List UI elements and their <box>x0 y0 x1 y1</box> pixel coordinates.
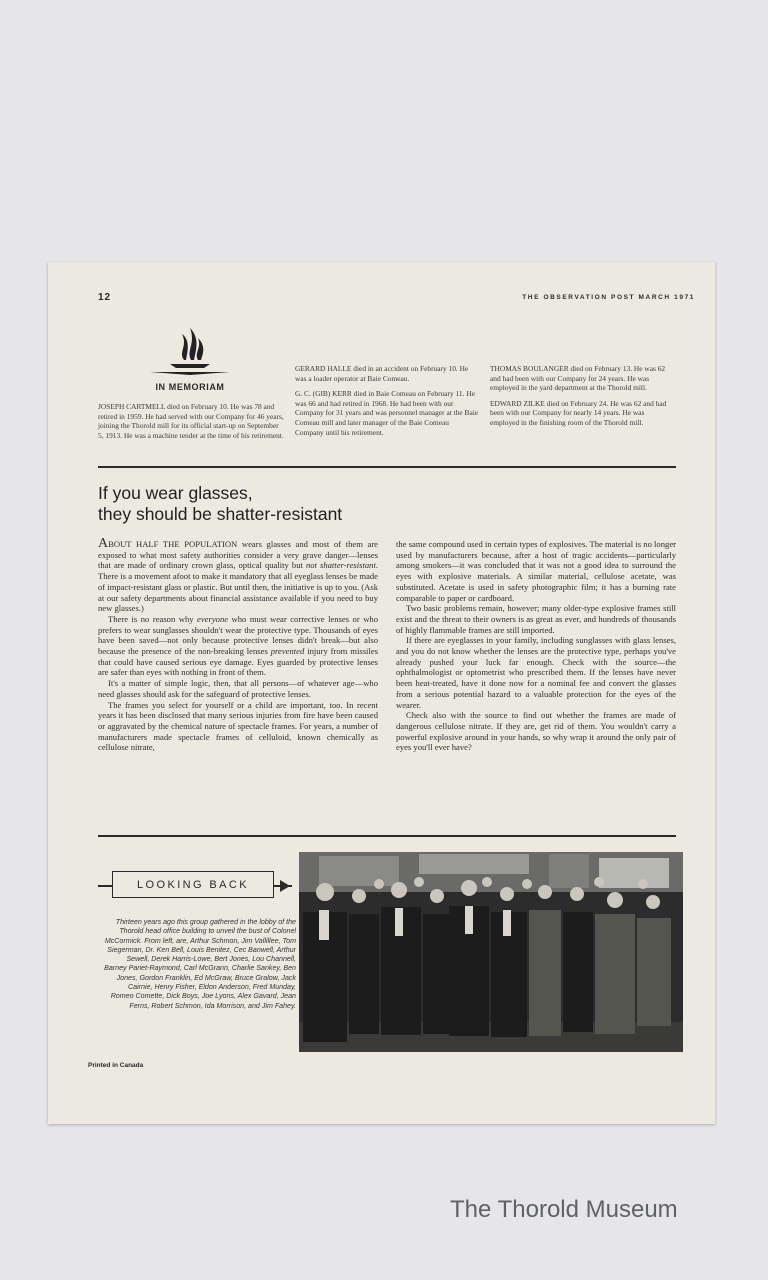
section-divider <box>98 835 676 837</box>
memoriam-title: IN MEMORIAM <box>155 382 225 392</box>
article-title-line: they should be shatter-resistant <box>98 504 343 524</box>
museum-watermark: The Thorold Museum <box>450 1196 678 1223</box>
memoriam-column-3 <box>490 364 674 434</box>
masthead: THE OBSERVATION POST MARCH 1971 <box>522 294 695 301</box>
article-paragraph: The frames you select for yourself or a child are important, too. In recent years it has been disclosed that many serious injuries from fire have been caused or aggravated by the chemical nature of spectacle frames. For years, a number of manufacturers made spectacle frames of celluloid, known chemically as cellulose nitrate, <box>98 699 378 753</box>
article-paragraph: Check also with the source to find out whether the frames are made of dangerous cellulose nitrate. If they are, get rid of them. You wouldn't carry a powerful explosive around in your hands, so why wrap it around the only pair of eyes you'll ever have? <box>396 710 676 753</box>
memoriam-entry: G. C. (GIB) KERR died in Baie Comeau on February 11. He was 66 and had retired in 1968. He had been with our Company for 31 years and was personnel manager at the Baie Comeau mill and later manager of the Baie Comeau Company until his retirement. <box>295 389 479 437</box>
memoriam-entry: THOMAS BOULANGER died on February 13. He was 62 and had been with our Company for 24 years. He was employed in the yard department at the Thorold mill. <box>490 364 666 393</box>
photo-caption: Thirteen years ago this group gathered in the lobby of the Thorold head office building to unveil the bust of Colonel McCormick. From left, are, Arthur Schmon, Jim Vallillee, Tom Siegerman, Dr. Ken Bell, Louis Benitez, Cec Banwell, Arthur Sewell, Derek Harris-Lowe, Bert Jones, Lou Channell, Barney Pariet-Raymond, Carl McGrann, Charlie Sankey, Ben Jones, Gordon Franklin, Ed McGraw, Bruce Gralow, Jack Cairnie, Henry Fisher, Eldon Anderson, Fred Munday, Romeo Comette, Dick Boys, Joe Lyons, Alex Gavard, Jean Ferns, Robert Schmon, Ida Morrison, and Jim Fahey. <box>104 918 296 1010</box>
article-title <box>98 483 618 525</box>
drop-cap: A <box>98 536 109 551</box>
article-paragraph: Two basic problems remain, however; many older-type explosive frames still exist and the threat to their owners is as great as ever, and hundreds of thousands of highly flammable frames are still imported. <box>396 603 676 635</box>
looking-back-label: LOOKING BACK <box>112 871 274 898</box>
article-paragraph: ABOUT HALF THE POPULATION wears glasses and most of them are exposed to what most safety authorities consider a very grave danger—lenses that are made of ordinary crown glass, optical quality but not shatter-resistant. There is a movement afoot to make it mandatory that all eyeglass lenses be made of impact-resistant glass or plastic. But until then, the initiative is up to you. (Ask at our safety departments about financial assistance available if you need to buy new glasses.) <box>98 536 378 614</box>
article-column-2 <box>396 539 676 753</box>
article-paragraph: If there are eyeglasses in your family, including sunglasses with glass lenses, and you do not know whether the lenses are the protective type, perhaps you've already pushed your luck far enough. Check with the source—the ophthalmologist or optometrist who prescribed them. If the lenses have never been heat-treated, have it done now for a nominal fee and convert the glasses from a serious potential hazard to a valuable protection for the eyes of the wearer. <box>396 635 676 710</box>
memoriam-entry: JOSEPH CARTMELL died on February 10. He was 78 and retired in 1959. He had served with our Company for 46 years, joining the Thorold mill for its official start-up on September 5, 1913. He was a machine tender at the time of his retirement. <box>98 402 284 440</box>
magazine-page <box>48 262 715 1124</box>
article-paragraph: There is no reason why everyone who must wear corrective lenses or who prefers to wear sunglasses shouldn't wear the protective type. Thousands of eyes have been saved—not only because protective lenses didn't break—but also because the presence of the non-breaking lenses prevented injury from missiles that could have caused serious eye damage. Eyes guarded by protective lenses are safer than eyes with nothing in front of them. <box>98 613 379 678</box>
article-paragraph: the same compound used in certain types of explosives. The material is no longer used by manufacturers because, after a host of tragic accidents—particularly among smokers—it was concluded that it was not a good idea to surround the eyes with explosive materials. A similar material, cellulose acetate, was substituted. Acetate is used in safety photographic film; it has a burning rate comparable to paper or cardboard. <box>396 539 676 603</box>
memoriam-column-2 <box>295 364 479 443</box>
article-title-line: If you wear glasses, <box>98 483 253 503</box>
memoriam-entry: EDWARD ZILKE died on February 24. He was 62 and had been with our Company for nearly 14 years. He was employed in the finishing room of the Thorold mill. <box>490 398 667 427</box>
printed-in-canada: Printed in Canada <box>88 1062 144 1069</box>
memoriam-column-1 <box>98 402 284 446</box>
memoriam-entry: GERARD HALLE died in an accident on February 10. He was a loader operator at Baie Comeau. <box>295 364 469 383</box>
lead-in: BOUT HALF THE POPULATION <box>108 539 238 549</box>
page-number: 12 <box>98 292 112 303</box>
article-paragraph: It's a matter of simple logic, then, that all persons—of whatever age—who need glasses should ask for the safeguard of protective lenses. <box>98 678 378 699</box>
section-divider <box>98 466 676 468</box>
flame-icon <box>148 320 232 376</box>
article-column-1 <box>98 536 379 753</box>
group-photo <box>299 852 683 1052</box>
arrow-right-icon <box>280 880 290 892</box>
